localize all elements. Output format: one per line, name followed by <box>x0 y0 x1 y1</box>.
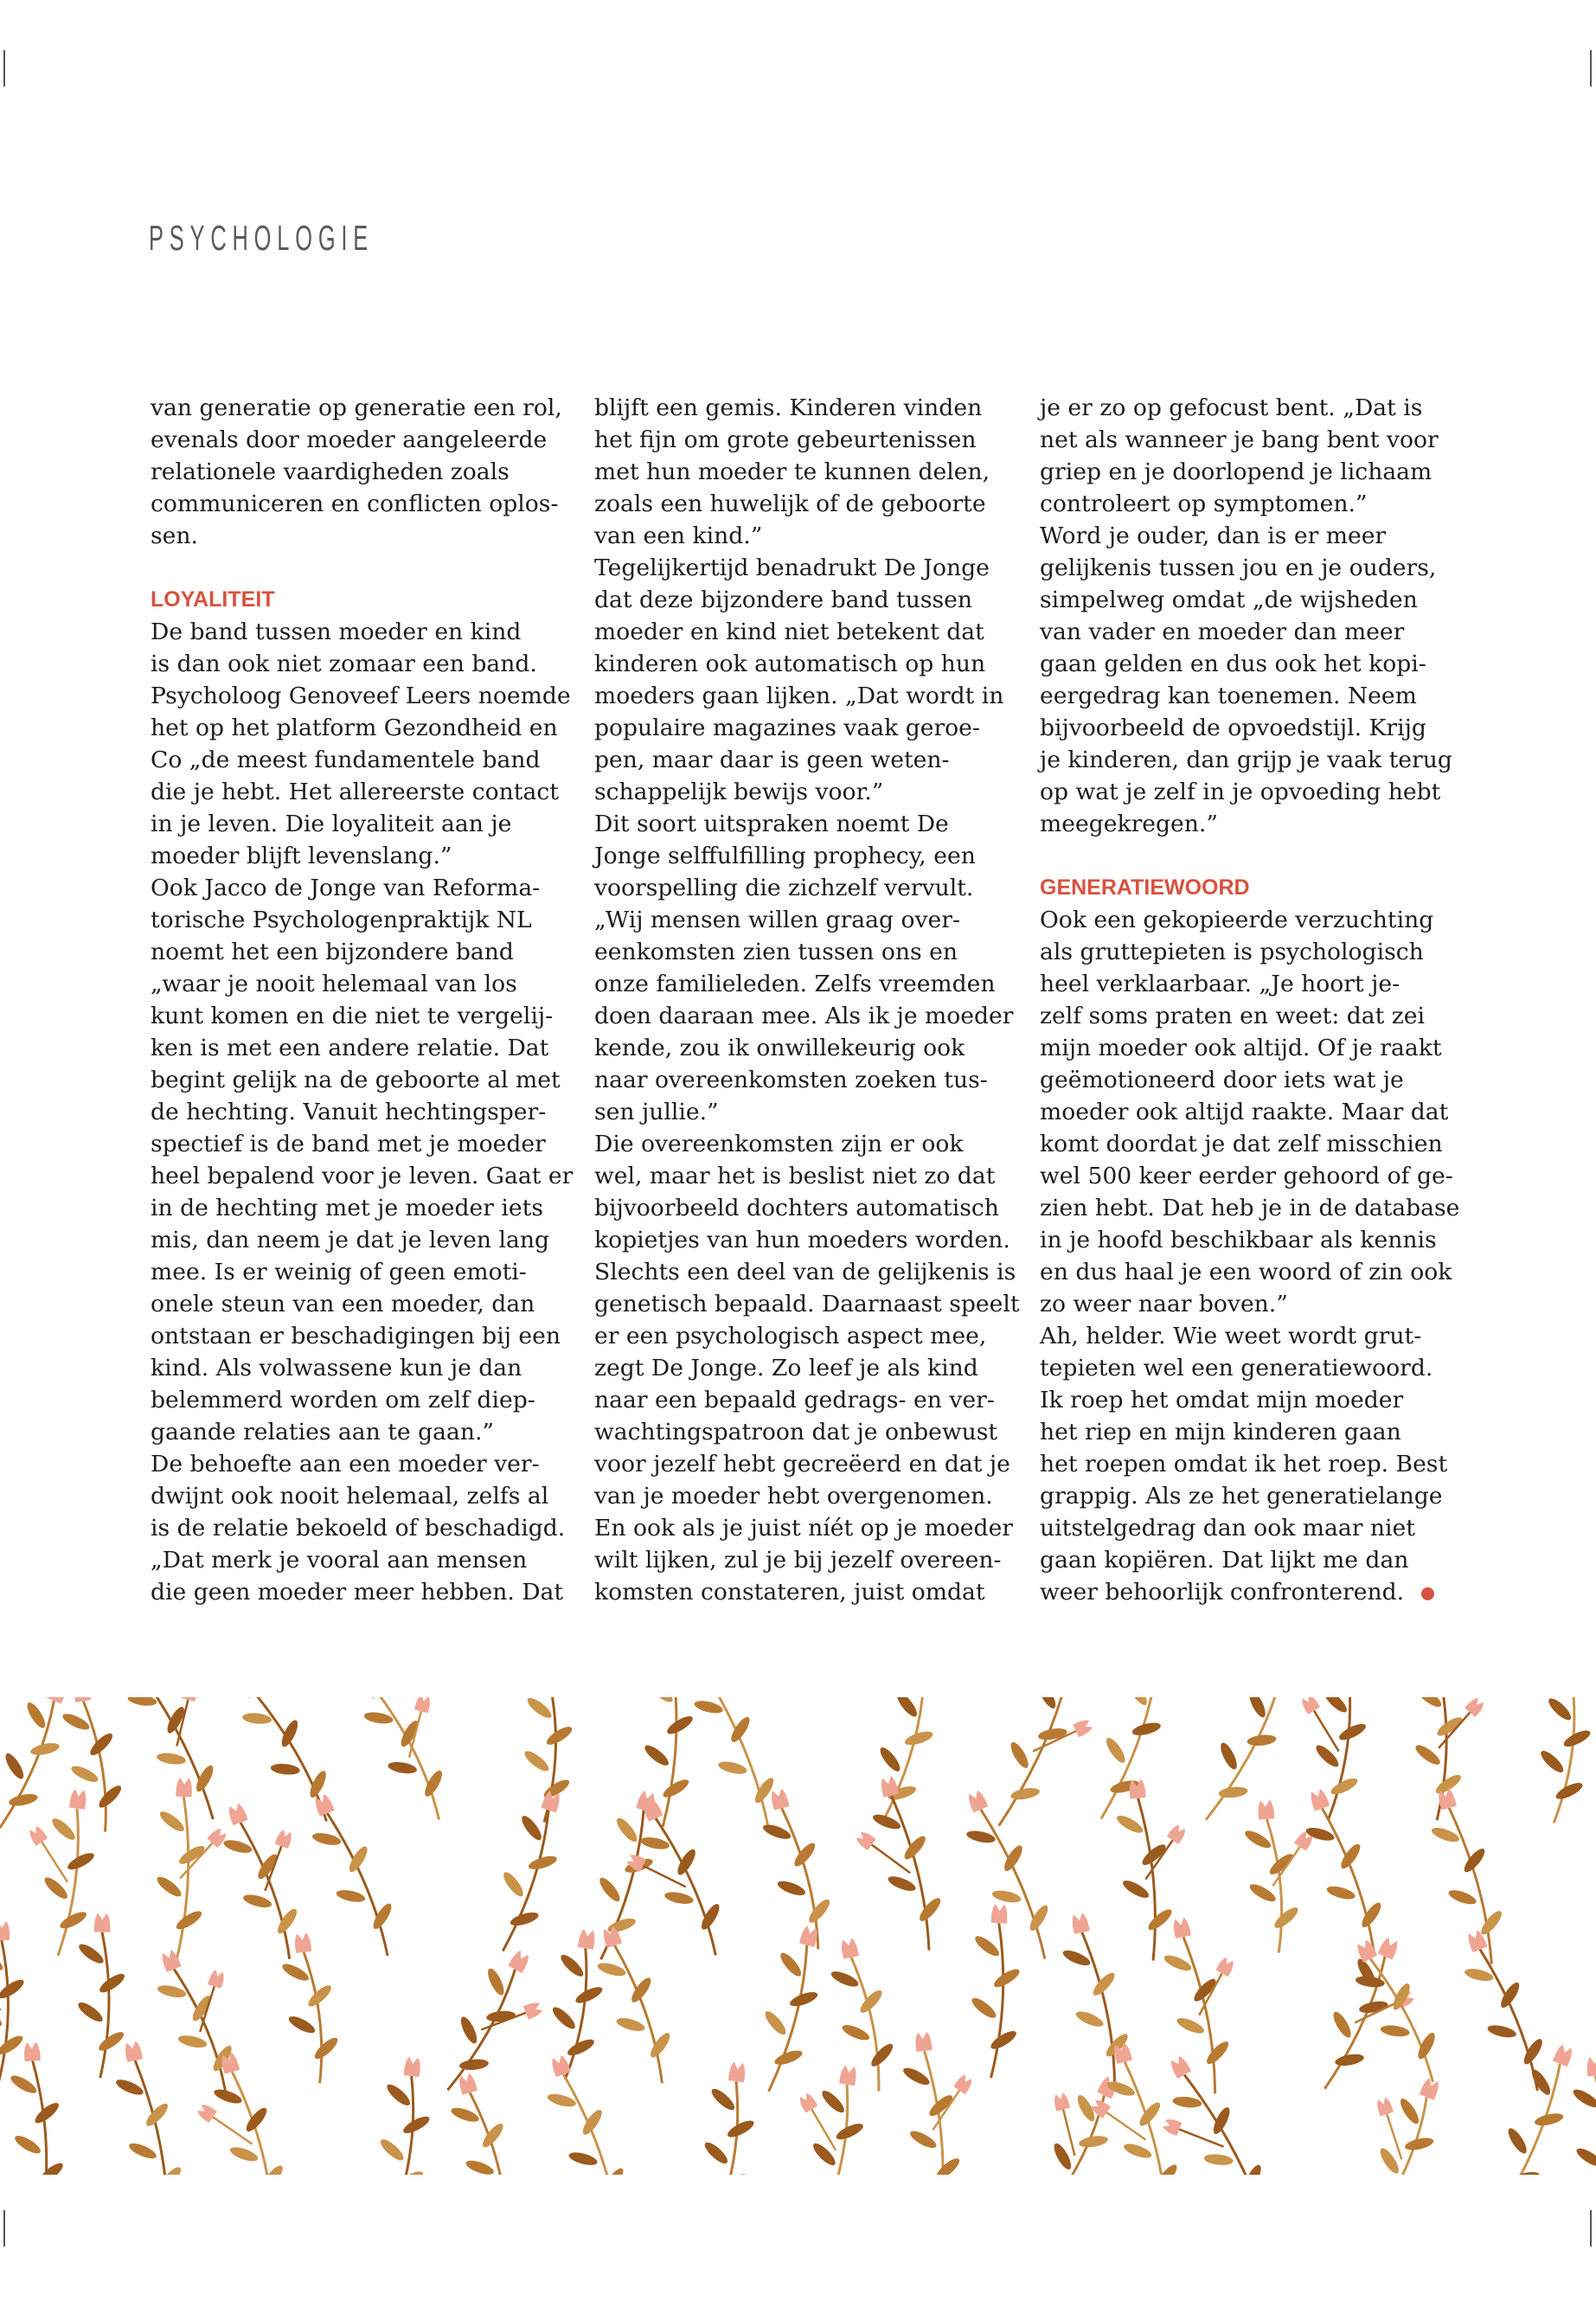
section-heading <box>1040 872 1446 904</box>
line-text: mis, dan neem je dat je leven lang <box>151 1227 550 1253</box>
text-line <box>594 1128 1001 1160</box>
text-line <box>1040 1032 1446 1064</box>
text-line <box>1040 744 1452 776</box>
sprig <box>798 2065 866 2175</box>
line-text: noemt het een bijzondere band <box>151 939 514 965</box>
text-line <box>151 488 557 520</box>
text-line <box>151 872 557 904</box>
text-line <box>594 776 1001 808</box>
text-line <box>1040 488 1446 520</box>
sprig <box>1162 2054 1265 2175</box>
text-line <box>1040 680 1446 712</box>
line-text: begint gelijk na de geboorte al met <box>151 1067 561 1093</box>
text-line <box>151 808 557 840</box>
sprig <box>75 1913 127 2078</box>
sprig <box>1089 2041 1180 2175</box>
text-line <box>594 552 1001 584</box>
section-title: PSYCHOLOGIE <box>149 218 375 258</box>
line-text: GENERATIEWOORD <box>1040 875 1250 900</box>
text-line <box>151 904 557 936</box>
text-line <box>594 648 1001 680</box>
text-line <box>594 488 1001 520</box>
line-text: je er zo op gefocust bent. „Dat is <box>1040 394 1423 421</box>
text-line <box>151 456 557 488</box>
crop-mark-top-left <box>3 50 5 87</box>
text-line <box>594 1320 1001 1352</box>
text-line <box>151 680 571 712</box>
sprig <box>157 1949 235 2095</box>
line-text: tepieten wel een generatiewoord. <box>1040 1355 1433 1381</box>
line-text: mee. Is er weinig of geen emoti- <box>151 1259 527 1285</box>
line-text: eenkomsten zien tussen ons en <box>594 939 958 965</box>
text-line <box>594 1096 1001 1128</box>
sprig <box>154 1778 228 1960</box>
text-line <box>1040 616 1446 648</box>
text-line <box>594 744 1001 776</box>
line-text: „Wij mensen willen graag over- <box>594 907 960 933</box>
sprig <box>546 2054 626 2175</box>
line-text: gaan kopiëren. Dat lijkt me dan <box>1040 1547 1409 1574</box>
line-text: heel verklaarbaar. „Je hoort je- <box>1040 971 1401 997</box>
line-text: wel 500 keer eerder gehoord of ge- <box>1040 1163 1453 1189</box>
text-line <box>1040 648 1446 680</box>
sprig <box>222 1802 300 1959</box>
text-line <box>151 648 557 680</box>
text-line <box>1040 1320 1446 1352</box>
text-line <box>594 1480 1001 1512</box>
line-text: schappelijk bewijs voor.” <box>594 779 884 805</box>
text-line <box>1040 1224 1446 1256</box>
line-text: van je moeder hebt overgenomen. <box>594 1483 993 1509</box>
text-line <box>594 712 1001 744</box>
line-text: in de hechting met je moeder iets <box>151 1195 543 1221</box>
text-line <box>594 872 1001 904</box>
line-text: Word je ouder, dan is er meer <box>1040 522 1387 549</box>
line-text: De band tussen moeder en kind <box>151 619 522 645</box>
sprig <box>693 1697 777 1831</box>
sprig <box>61 1697 125 1832</box>
text-line <box>1040 424 1446 456</box>
line-text: Tegelijkertijd benadrukt De Jonge <box>594 554 990 581</box>
text-line <box>594 1160 1001 1192</box>
line-text: populaire magazines vaak geroe- <box>594 715 980 741</box>
text-line <box>1040 584 1446 616</box>
sprig <box>596 1925 673 2083</box>
line-text: zelf soms praten en weet: dat zei <box>1040 1003 1426 1029</box>
text-line <box>151 1288 557 1320</box>
line-text: kind. Als volwassene kun je dan <box>151 1355 522 1381</box>
text-line <box>1040 712 1446 744</box>
line-text: evenals door moeder aangeleerde <box>151 426 548 453</box>
line-text: je kinderen, dan grijp je vaak terug <box>1040 747 1452 773</box>
sprig <box>125 1697 217 1819</box>
sprig <box>195 2051 286 2175</box>
text-line <box>151 1384 557 1416</box>
text-line <box>1040 1000 1446 1032</box>
line-text: meegekregen.” <box>1040 811 1218 837</box>
text-line <box>151 1192 557 1224</box>
text-line <box>1040 1352 1446 1384</box>
crop-mark-top-right <box>1590 50 1592 87</box>
sprig <box>363 1697 445 1820</box>
line-text: mijn moeder ook altijd. Of je raakt <box>1040 1035 1442 1061</box>
text-line <box>594 1032 1001 1064</box>
text-column-2 <box>594 392 1020 1608</box>
line-text: kopietjes van hun moeders worden. <box>594 1227 1010 1253</box>
text-line <box>594 1512 1014 1544</box>
text-line <box>594 456 1001 488</box>
line-text: met hun moeder te kunnen delen, <box>594 458 990 485</box>
sprig <box>965 1789 1051 1959</box>
crop-mark-bottom-left <box>3 2210 5 2247</box>
line-text: gaan gelden en dus ook het kopi- <box>1040 651 1426 677</box>
text-line <box>594 968 1001 1000</box>
paragraph-gap <box>151 552 557 584</box>
text-line <box>151 776 557 808</box>
sprig <box>901 2031 975 2175</box>
sprig <box>1538 1697 1593 1823</box>
text-line <box>151 968 557 1000</box>
sprig <box>855 1775 944 1950</box>
line-text: zegt De Jonge. Zo leef je als kind <box>594 1355 978 1381</box>
line-text: moeder blijft levenslang.” <box>151 843 452 869</box>
line-text: moeders gaan lijken. „Dat wordt in <box>594 683 1004 709</box>
text-line <box>1040 1128 1446 1160</box>
line-text: ken is met een andere relatie. Dat <box>151 1035 549 1061</box>
line-text: voorspelling die zichzelf vervult. <box>594 875 974 901</box>
sprig <box>1045 2075 1119 2175</box>
line-text: eergedrag kan toenemen. Neem <box>1040 683 1417 709</box>
text-line <box>594 840 1001 872</box>
text-line <box>1040 1448 1446 1480</box>
text-line <box>1040 1064 1446 1096</box>
sprig <box>1375 2077 1441 2175</box>
line-text: voor jezelf hebt gecreëerd en dat je <box>594 1451 1010 1477</box>
line-text: moeder ook altijd raakte. Maar dat <box>1040 1099 1449 1125</box>
line-text: wel, maar het is beslist niet zo dat <box>594 1163 996 1189</box>
line-text: kende, zou ik onwillekeurig ook <box>594 1035 965 1061</box>
line-text: doen daaraan mee. Als ik je moeder <box>594 1003 1014 1029</box>
text-line <box>594 1384 1001 1416</box>
sprig <box>1430 1787 1505 1964</box>
text-line <box>594 1352 1001 1384</box>
text-line <box>1040 1192 1460 1224</box>
line-text: op wat je zelf in je opvoeding hebt <box>1040 779 1441 805</box>
line-text: Ah, helder. Wie weet wordt grut- <box>1040 1323 1422 1349</box>
text-line <box>594 616 1001 648</box>
text-line <box>151 1160 574 1192</box>
text-line <box>594 584 1001 616</box>
line-text: naar overeenkomsten zoeken tus- <box>594 1067 988 1093</box>
sprig <box>450 2073 522 2175</box>
line-text: en dus haal je een woord of zin ook <box>1040 1259 1452 1285</box>
line-text: naar een bepaald gedrags- en ver- <box>594 1387 995 1413</box>
line-text: het op het platform Gezondheid en <box>151 715 558 741</box>
line-text: Die overeenkomsten zijn er ook <box>594 1131 964 1157</box>
line-text: gelijkenis tussen jou en je ouders, <box>1040 554 1437 581</box>
line-text: van een kind.” <box>594 522 763 549</box>
text-column-1 <box>151 392 574 1608</box>
line-text: Slechts een deel van de gelijkenis is <box>594 1259 1016 1285</box>
sprig <box>761 1788 833 1949</box>
text-line <box>1040 936 1446 968</box>
text-line <box>594 520 1001 552</box>
line-text: die geen moeder meer hebben. Dat <box>151 1579 564 1606</box>
line-text: dat deze bijzondere band tussen <box>594 586 973 613</box>
sprig <box>702 2061 756 2175</box>
text-line <box>1040 1384 1446 1416</box>
line-text: komsten constateren, juist omdat <box>594 1579 985 1606</box>
text-line <box>151 1512 566 1544</box>
text-line <box>594 1224 1010 1256</box>
sprig <box>830 1937 896 2091</box>
text-line <box>594 1416 1001 1448</box>
line-text: bijvoorbeeld dochters automatisch <box>594 1195 999 1221</box>
line-text: belemmerd worden om zelf diep- <box>151 1387 535 1413</box>
sprig <box>0 1921 27 2080</box>
line-text: het fijn om grote gebeurtenissen <box>594 426 977 453</box>
text-line <box>1040 1576 1446 1608</box>
sprig <box>1299 1697 1368 1819</box>
text-line <box>1040 1512 1446 1544</box>
line-text: die je hebt. Het allereerste contact <box>151 779 559 805</box>
text-line <box>1040 1416 1446 1448</box>
line-text: LOYALITEIT <box>151 587 275 612</box>
text-line <box>594 1288 1020 1320</box>
sprig <box>549 1928 604 2080</box>
text-line <box>594 1256 1016 1288</box>
text-column-3 <box>1040 392 1460 1608</box>
line-text: gaande relaties aan te gaan.” <box>151 1419 494 1445</box>
text-line <box>1040 808 1446 840</box>
sprig <box>500 1790 561 1951</box>
sprig <box>1464 1929 1546 2091</box>
line-text: De behoefte aan een moeder ver- <box>151 1451 540 1477</box>
line-text: Dit soort uitspraken noemt De <box>594 811 949 837</box>
text-line <box>594 392 1001 424</box>
sprig <box>9 2041 66 2175</box>
sprig <box>1206 1697 1293 1820</box>
line-text: torische Psychologenpraktijk NL <box>151 907 532 933</box>
line-text: „Dat merk je vooral aan mensen <box>151 1547 528 1574</box>
line-text: het roepen omdat ik het roep. Best <box>1040 1451 1448 1477</box>
line-text: onele steun van een moeder, dan <box>151 1291 535 1317</box>
line-text: griep en je doorlopend je lichaam <box>1040 458 1433 485</box>
text-line <box>1040 552 1446 584</box>
line-text: moeder en kind niet betekent dat <box>594 619 984 645</box>
text-line <box>151 1256 557 1288</box>
text-line <box>594 808 1001 840</box>
line-text: in je hoofd beschikbaar als kennis <box>1040 1227 1437 1253</box>
line-text: van vader en moeder dan meer <box>1040 619 1405 645</box>
section-heading <box>151 584 557 616</box>
line-text: onze familieleden. Zelfs vreemden <box>594 971 996 997</box>
sprig <box>447 1949 543 2090</box>
sprig <box>114 2041 184 2175</box>
line-text: zo weer naar boven.” <box>1040 1291 1288 1317</box>
line-text: wachtingspatroon dat je onbewust <box>594 1419 998 1445</box>
line-text: blijft een gemis. Kinderen vinden <box>594 394 983 421</box>
sprig <box>27 1789 96 1956</box>
text-line <box>594 1576 1001 1608</box>
sprig <box>625 1798 722 1955</box>
sprig <box>0 1697 68 1828</box>
line-text: Ik roep het omdat mijn moeder <box>1040 1387 1404 1413</box>
sprig <box>762 1925 819 2092</box>
sprig <box>877 1697 937 1824</box>
line-text: zien hebt. Dat heb je in de database <box>1040 1195 1460 1221</box>
line-text: er een psychologisch aspect mee, <box>594 1323 987 1349</box>
line-text: net als wanneer je bang bent voor <box>1040 426 1439 453</box>
text-line <box>151 1000 557 1032</box>
text-line <box>151 1544 557 1576</box>
line-text: dwijnt ook nooit helemaal, zelfs al <box>151 1483 549 1509</box>
text-line <box>151 1224 557 1256</box>
text-line <box>151 1448 557 1480</box>
line-text: relationele vaardigheden zoals <box>151 458 510 485</box>
text-line <box>1040 968 1446 1000</box>
text-line <box>151 744 557 776</box>
line-text: Ook Jacco de Jonge van Reforma- <box>151 875 541 901</box>
line-text: in je leven. Die loyaliteit aan je <box>151 811 512 837</box>
line-text: komt doordat je dat zelf misschien <box>1040 1131 1443 1157</box>
line-text: is de relatie bekoeld of beschadigd. <box>151 1515 566 1541</box>
sprig <box>311 1792 394 1956</box>
text-line <box>1040 904 1446 936</box>
line-text: bijvoorbeeld de opvoedstijl. Krijg <box>1040 715 1426 741</box>
line-text: kunt komen en die niet te vergelij- <box>151 1003 554 1029</box>
line-text: de hechting. Vanuit hechtingsper- <box>151 1099 547 1125</box>
text-line <box>151 1096 557 1128</box>
sprig <box>1101 1697 1170 1818</box>
text-line <box>151 424 557 456</box>
line-text: geëmotioneerd door iets wat je <box>1040 1067 1404 1093</box>
line-text: pen, maar daar is geen weten- <box>594 747 950 773</box>
line-text: zoals een huwelijk of de geboorte <box>594 490 986 517</box>
text-line <box>151 1064 561 1096</box>
line-text: als gruttepieten is psychologisch <box>1040 939 1424 965</box>
line-text: wilt lijken, zul je bij jezelf overeen- <box>594 1547 1002 1574</box>
line-text: Co „de meest fundamentele band <box>151 747 541 773</box>
text-line <box>1040 1480 1446 1512</box>
line-text: van generatie op generatie een rol, <box>151 394 562 421</box>
line-text: weer behoorlijk confronterend. <box>1040 1579 1405 1606</box>
text-line <box>1040 392 1446 424</box>
line-text: communiceren en conflicten oplos- <box>151 490 559 517</box>
text-line <box>594 1544 1001 1576</box>
text-line <box>151 1128 557 1160</box>
sprig <box>1304 1788 1384 1955</box>
text-line <box>1040 1096 1449 1128</box>
paragraph-gap <box>1040 840 1446 872</box>
text-line <box>594 1064 1001 1096</box>
text-line <box>1040 1256 1452 1288</box>
text-line <box>151 1480 557 1512</box>
sprig <box>1242 1799 1315 1952</box>
line-text: sen jullie.” <box>594 1099 719 1125</box>
text-line <box>151 1032 557 1064</box>
text-line <box>151 1320 561 1352</box>
sprig <box>999 1697 1094 1826</box>
text-line <box>151 392 562 424</box>
text-line <box>1040 520 1446 552</box>
text-line <box>151 616 557 648</box>
floral-pattern-icon <box>0 1697 1596 2175</box>
sprig <box>1501 2043 1574 2175</box>
line-text: controleert op symptomen.” <box>1040 490 1368 517</box>
line-text: ontstaan er beschadigingen bij een <box>151 1323 561 1349</box>
text-line <box>1040 1160 1453 1192</box>
text-line <box>594 424 1001 456</box>
line-text: spectief is de band met je moeder <box>151 1131 546 1157</box>
line-text: heel bepalend voor je leven. Gaat er <box>151 1163 574 1189</box>
line-text: En ook als je juist níét op je moeder <box>594 1515 1014 1541</box>
sprig <box>969 1904 1022 2078</box>
line-text: Jonge selffulfilling prophecy, een <box>594 843 976 869</box>
text-line <box>151 1576 564 1608</box>
text-line <box>1040 776 1446 808</box>
end-mark-icon <box>1421 1587 1434 1600</box>
line-text: uitstelgedrag dan ook maar niet <box>1040 1515 1415 1541</box>
crop-mark-bottom-right <box>1590 2210 1592 2247</box>
line-text: Ook een gekopieerde verzuchting <box>1040 907 1434 933</box>
text-line <box>594 1192 1001 1224</box>
text-line <box>151 1352 557 1384</box>
text-line <box>151 840 557 872</box>
line-text: „waar je nooit helemaal van los <box>151 971 517 997</box>
line-text: is dan ook niet zomaar een band. <box>151 651 537 677</box>
line-text: genetisch bepaald. Daarnaast speelt <box>594 1291 1020 1317</box>
text-line <box>1040 456 1446 488</box>
text-line <box>594 904 1001 936</box>
line-text: simpelweg omdat „de wijsheden <box>1040 586 1418 613</box>
line-text: sen. <box>151 522 198 549</box>
line-text: het riep en mijn kinderen gaan <box>1040 1419 1401 1445</box>
text-line <box>594 936 1001 968</box>
sprig <box>378 2056 433 2175</box>
text-line <box>594 680 1004 712</box>
text-line <box>1040 1544 1446 1576</box>
text-line <box>151 936 557 968</box>
text-line <box>594 1000 1014 1032</box>
text-line <box>594 1448 1010 1480</box>
text-line <box>151 712 557 744</box>
line-text: kinderen ook automatisch op hun <box>594 651 986 677</box>
text-line <box>1040 1288 1446 1320</box>
line-text: Psycholoog Genoveef Leers noemde <box>151 683 571 709</box>
line-text: grappig. Als ze het generatielange <box>1040 1483 1443 1509</box>
text-line <box>151 520 557 552</box>
sprig <box>1571 2056 1596 2175</box>
text-line <box>151 1416 557 1448</box>
